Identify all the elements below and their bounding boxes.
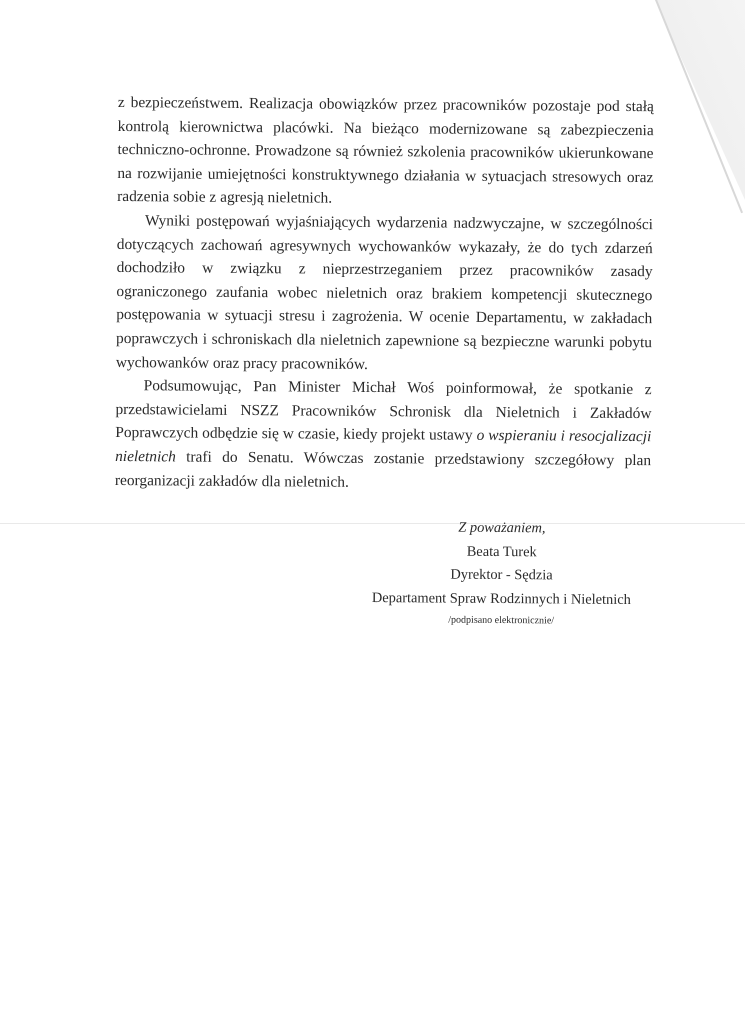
closing-phrase: Z poważaniem,: [458, 519, 546, 537]
summary-text-end: trafi do Senatu. Wówczas zostanie przedstawiony szczegółowy plan reorganizacji zakładów dla nieletnich.: [114, 448, 652, 491]
signatory-title: Dyrektor - Sędzia: [450, 566, 553, 584]
paragraph-investigation-results: Wyniki postępowań wyjaśniających wydarzenia nadzwyczajne, w szczególności dotyczących zachowań agresywnych wychowanków wykazały, że do tych zdarzeń dochodziło w związku z nieprzestrzeganiem przez pracowników zasady ograniczonego zaufania wobec nieletnich oraz brakiem kompetencji skutecznego postępowania w sytuacji stresu i zagrożenia. W ocenie Departamentu, w zakładach poprawczych i schroniskach dla nieletnich zapewnione są bezpieczne warunki pobytu wychowanków oraz pracy pracowników.: [115, 212, 654, 373]
bill-title: o wspieraniu i resocjalizacji nieletnich: [115, 427, 652, 466]
summary-text-start: Podsumowując, Pan Minister Michał Woś poinformował, że spotkanie z przedstawicielami NSZZ Pracowników Schronisk dla Nieletnich i Zakładów Poprawczych odbędzie się w czasie, kiedy projekt ustawy: [115, 377, 652, 445]
electronic-signature-note: /podpisano elektronicznie/: [448, 614, 555, 627]
signatory-department: Departament Spraw Rodzinnych i Nieletnich: [371, 589, 631, 608]
signatory-name: Beata Turek: [466, 543, 537, 560]
signature-block: [371, 516, 632, 629]
paragraph-safety-measures: z bezpieczeństwem. Realizacja obowiązków przez pracowników pozostaje pod stałą kontrolą kierownictwa placówki. Na bieżąco modernizowane są zabezpieczenia techniczno-ochronne. Prowadzone są również szkolenia pracowników ukierunkowane na rozwijanie umiejętności konstruktywnego działania w sytuacjach stresowych oraz radzenia sobie z agresją nieletnich.: [117, 93, 654, 208]
paragraph-summary: [115, 374, 652, 496]
letter-body: [115, 91, 654, 496]
